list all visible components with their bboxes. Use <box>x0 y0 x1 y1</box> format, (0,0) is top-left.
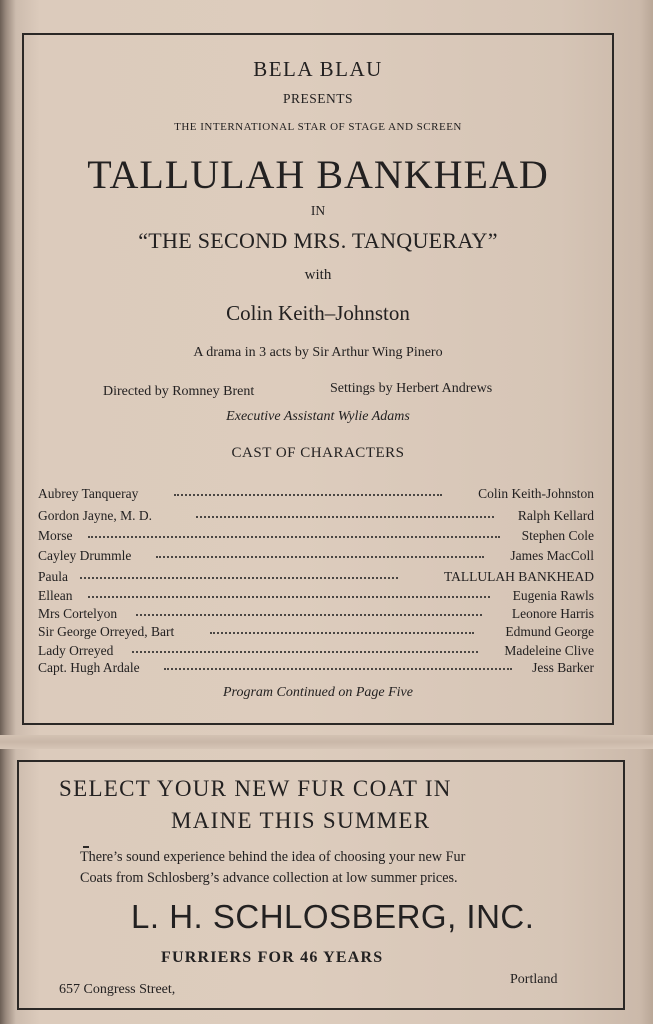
presents-label: PRESENTS <box>282 91 354 106</box>
cast-role: Gordon Jayne, M. D. <box>38 508 152 523</box>
cast-role: Morse <box>38 528 73 543</box>
cast-actor: James MacColl <box>510 548 594 563</box>
company-tagline: FURRIERS FOR 46 YEARS <box>161 949 384 966</box>
ad-headline-line1: SELECT YOUR NEW FUR COAT IN <box>59 776 452 801</box>
leader-dots <box>132 649 478 653</box>
settings-credit: Settings by Herbert Andrews <box>330 381 493 396</box>
cast-role: Sir George Orreyed, Bart <box>38 624 175 639</box>
assistant-credit: Executive Assistant Wylie Adams <box>226 409 410 424</box>
director-credit: Directed by Romney Brent <box>103 384 255 399</box>
cast-row <box>38 548 594 564</box>
cast-row <box>38 528 594 544</box>
continued-note: Program Continued on Page Five <box>222 685 413 700</box>
cast-row <box>38 643 594 659</box>
company-address: 657 Congress Street, <box>59 982 176 997</box>
cast-role: Ellean <box>38 588 73 603</box>
producer-name: BELA BLAU <box>253 57 383 81</box>
cast-heading: CAST OF CHARACTERS <box>231 445 405 461</box>
leader-dots <box>164 666 512 670</box>
leader-dots <box>156 554 484 558</box>
cast-row <box>38 588 594 604</box>
cast-role: Mrs Cortelyon <box>38 606 118 621</box>
leader-dots <box>174 492 442 496</box>
leader-dots <box>196 514 494 518</box>
cast-actor: TALLULAH BANKHEAD <box>443 569 594 584</box>
cast-row <box>38 508 594 524</box>
company-city: Portland <box>510 972 558 987</box>
cast-actor: Edmund George <box>505 624 594 639</box>
cast-row <box>38 606 594 622</box>
cast-actor: Eugenia Rawls <box>512 588 594 603</box>
cast-role: Lady Orreyed <box>38 643 114 658</box>
cast-row <box>38 624 594 640</box>
with-label: with <box>304 267 332 283</box>
cast-row <box>38 660 594 676</box>
cast-role: Paula <box>38 569 68 584</box>
ad-body-line2: Coats from Schlosberg’s advance collection at low summer prices. <box>80 870 458 886</box>
company-name: L. H. SCHLOSBERG, INC. <box>131 898 535 935</box>
cast-role: Cayley Drummle <box>38 548 132 563</box>
in-label: IN <box>310 203 326 218</box>
cast-actor: Leonore Harris <box>511 606 594 621</box>
star-intro: THE INTERNATIONAL STAR OF STAGE AND SCREEN <box>174 121 462 133</box>
leader-dots <box>88 594 490 598</box>
cast-actor: Madeleine Clive <box>504 643 594 658</box>
cast-actor: Colin Keith-Johnston <box>478 486 594 501</box>
cast-actor: Stephen Cole <box>521 528 594 543</box>
page-fold <box>0 735 653 749</box>
costar-name: Colin Keith–Johnston <box>226 301 410 325</box>
advertisement-frame <box>17 760 625 1010</box>
cast-actor: Ralph Kellard <box>517 508 594 523</box>
leader-dots <box>136 612 482 616</box>
ad-body-line1: There’s sound experience behind the idea of choosing your new Fur <box>80 849 466 865</box>
leader-dots <box>80 575 398 579</box>
leader-dots <box>88 534 500 538</box>
cast-row <box>38 486 594 502</box>
cast-actor: Jess Barker <box>532 660 594 675</box>
leader-dots <box>210 630 474 634</box>
cast-role: Aubrey Tanqueray <box>38 486 139 501</box>
play-title: “THE SECOND MRS. TANQUERAY” <box>138 228 498 253</box>
drama-credit: A drama in 3 acts by Sir Arthur Wing Pinero <box>193 345 443 360</box>
ad-headline-line2: MAINE THIS SUMMER <box>171 808 431 833</box>
cast-row <box>38 569 594 585</box>
decorative-dash <box>83 846 89 848</box>
cast-role: Capt. Hugh Ardale <box>38 660 140 675</box>
star-name: TALLULAH BANKHEAD <box>87 152 549 197</box>
